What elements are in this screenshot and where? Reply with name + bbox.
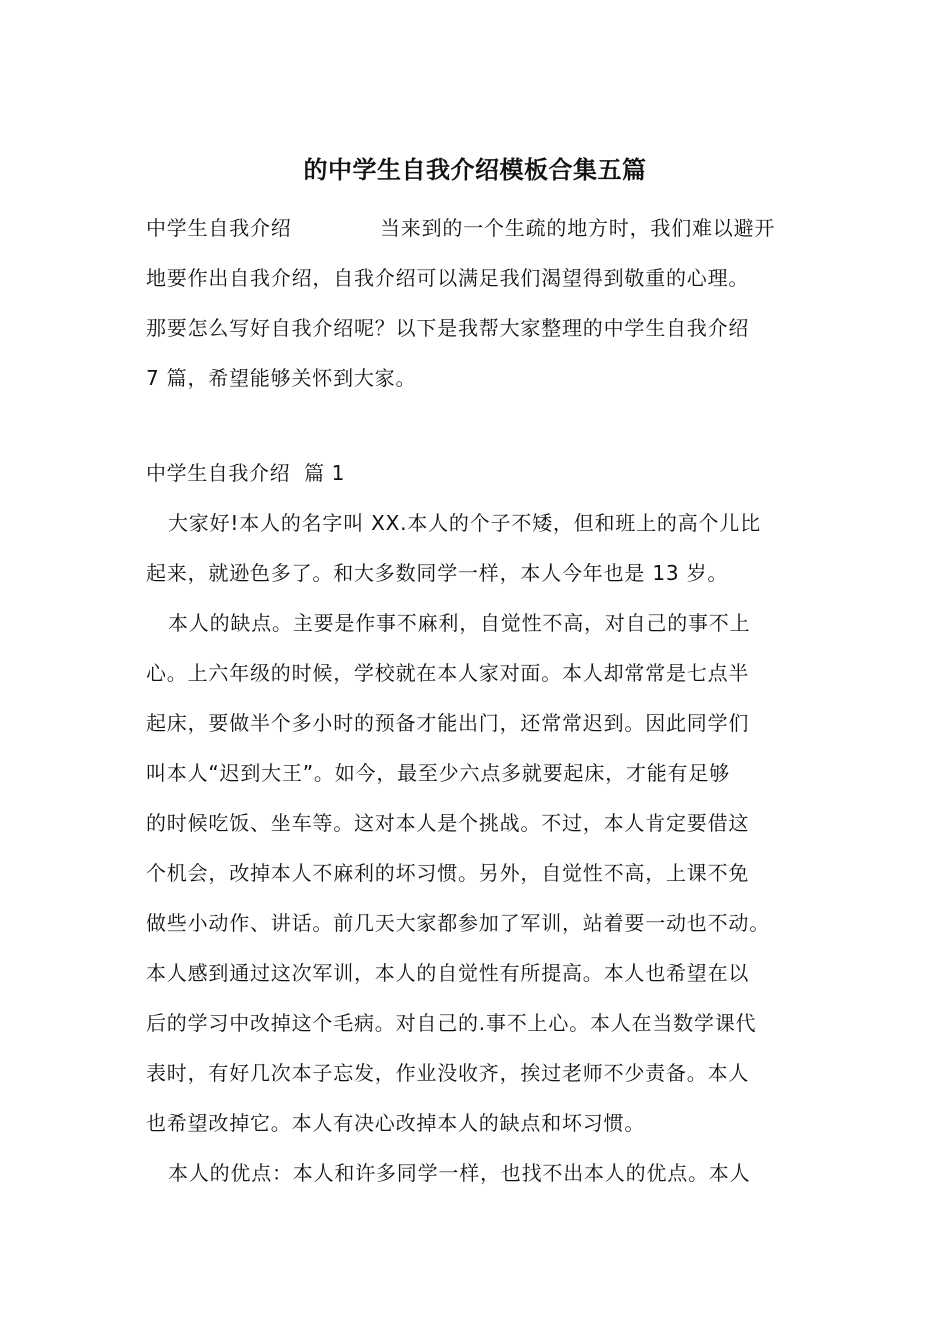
paragraph-line: 后的学习中改掉这个毛病。对自己的.事不上心。本人在当数学课代 <box>146 1011 757 1035</box>
paragraph-line: 心。上六年级的时候，学校就在本人家对面。本人却常常是七点半 <box>146 661 750 685</box>
paragraph-line: 起床，要做半个多小时的预备才能出门，还常常迟到。因此同学们 <box>146 711 750 735</box>
paragraph-line: 本人的缺点。主要是作事不麻利，自觉性不高，对自己的事不上 <box>168 611 751 635</box>
intro-line-text: 当来到的一个生疏的地方时，我们难以避开 <box>380 216 776 240</box>
paragraph-line: 大家好!本人的名字叫 XX.本人的个子不矮，但和班上的高个儿比 <box>168 511 761 535</box>
paragraph-line: 本人的优点：本人和许多同学一样，也找不出本人的优点。本人 <box>168 1161 751 1185</box>
intro-paragraph <box>146 203 826 403</box>
paragraph-line: 表时，有好几次本子忘发，作业没收齐，挨过老师不少责备。本人 <box>146 1061 750 1085</box>
paragraph-line: 起来，就逊色多了。和大多数同学一样，本人今年也是 13 岁。 <box>146 561 729 585</box>
intro-line <box>146 203 826 253</box>
section-heading-text: 中学生自我介绍 篇 1 <box>146 461 345 485</box>
paragraph-line: 个机会，改掉本人不麻利的坏习惯。另外，自觉性不高，上课不免 <box>146 861 750 885</box>
intro-label: 中学生自我介绍 <box>146 216 292 240</box>
intro-line: 地要作出自我介绍，自我介绍可以满足我们渴望得到敬重的心理。 <box>146 266 750 290</box>
intro-line: 7 篇，希望能够关怀到大家。 <box>146 366 417 390</box>
paragraph-line: 也希望改掉它。本人有决心改掉本人的缺点和坏习惯。 <box>146 1111 646 1135</box>
paragraph-line: 的时候吃饭、坐车等。这对本人是个挑战。不过，本人肯定要借这 <box>146 811 750 835</box>
section-body <box>146 498 826 1198</box>
paragraph-line: 叫本人“迟到大王”。如今，最至少六点多就要起床，才能有足够 <box>146 761 730 785</box>
intro-line: 那要怎么写好自我介绍呢？以下是我帮大家整理的中学生自我介绍 <box>146 316 750 340</box>
paragraph-line: 做些小动作、讲话。前几天大家都参加了军训，站着要一动也不动。 <box>146 911 770 935</box>
paragraph-line: 本人感到通过这次军训，本人的自觉性有所提高。本人也希望在以 <box>146 961 750 985</box>
document-title: 的中学生自我介绍模板合集五篇 <box>303 156 647 184</box>
section-heading <box>146 448 826 498</box>
